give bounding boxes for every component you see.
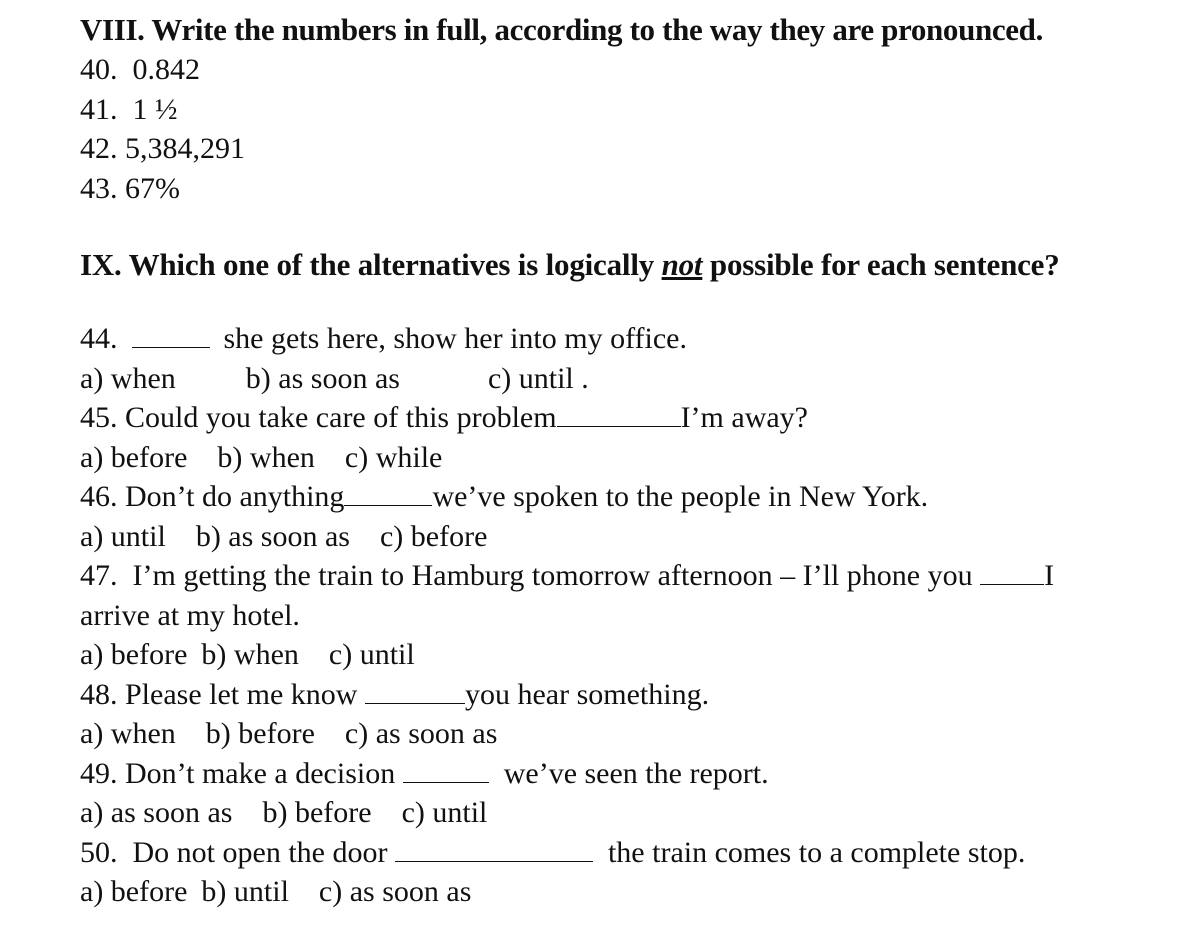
option-a: a) when: [80, 717, 176, 750]
option-c: c) as soon as: [344, 717, 498, 750]
section-viii-heading: VIII. Write the numbers in full, according to the way they are pronounced.: [80, 12, 1043, 47]
item-value: 5,384,291: [125, 132, 245, 165]
number-item-43: [80, 169, 1190, 209]
option-a: a) as soon as: [80, 796, 233, 829]
option-b: b) as soon as: [245, 361, 400, 395]
answer-blank: [344, 481, 432, 506]
option-a: a) before: [80, 875, 188, 908]
item-number: 42.: [80, 132, 118, 165]
question-text-before: Please let me know: [125, 677, 358, 711]
question-text-after: the train comes to a complete stop.: [607, 835, 1026, 869]
answer-blank: [132, 323, 210, 348]
question-50-options: [80, 872, 1190, 912]
option-b: b) before: [262, 796, 372, 829]
heading-text-after: possible for each sentence?: [702, 247, 1060, 282]
option-a: a) before: [80, 440, 188, 474]
option-a: a) before: [80, 638, 188, 671]
option-c: c) while: [344, 440, 443, 474]
item-number: 40.: [80, 53, 118, 86]
question-number: 47.: [80, 559, 118, 592]
heading-emphasis: not: [661, 247, 703, 282]
option-b: b) until: [201, 875, 289, 908]
section-ix-heading: [80, 245, 1190, 285]
question-47: [80, 556, 1190, 596]
heading-text-before: IX. Which one of the alternatives is logically: [80, 247, 662, 282]
question-46: [80, 477, 1190, 517]
question-44: [80, 319, 1190, 359]
question-number: 45.: [80, 401, 118, 434]
option-c: c) until: [401, 796, 488, 829]
answer-blank: [395, 837, 593, 862]
option-b: b) when: [217, 440, 315, 474]
question-number: 46.: [80, 480, 118, 513]
question-text-before: Don’t do anything: [125, 480, 345, 513]
item-number: 41.: [80, 92, 118, 126]
question-text-after: I: [1044, 559, 1055, 592]
question-47-continuation: arrive at my hotel.: [80, 598, 300, 632]
number-item-40: [80, 50, 1190, 90]
item-number: 43.: [80, 171, 118, 205]
option-a: a) when: [80, 361, 176, 395]
question-number: 50.: [80, 835, 118, 869]
question-text-after: she gets here, show her into my office.: [223, 322, 687, 355]
question-number: 44.: [80, 322, 118, 355]
number-item-42: [80, 129, 1190, 169]
option-a: a) until: [80, 519, 166, 553]
question-text-before: Do not open the door: [125, 835, 388, 869]
question-50: [80, 833, 1190, 873]
question-48: [80, 675, 1190, 715]
option-c: c) as soon as: [318, 875, 472, 908]
answer-blank: [980, 560, 1044, 585]
question-49: [80, 754, 1190, 794]
question-text-before: Don’t make a decision: [125, 756, 396, 790]
option-b: b) as soon as: [195, 519, 350, 553]
option-b: b) before: [205, 717, 315, 750]
question-48-options: [80, 714, 1190, 754]
question-text-after: you hear something.: [464, 677, 710, 711]
option-c: c) until .: [487, 361, 589, 395]
question-45: [80, 398, 1190, 438]
item-value: 67%: [125, 171, 180, 205]
question-number: 49.: [80, 756, 118, 790]
item-value: 1 ½: [132, 92, 178, 126]
question-44-options: [80, 359, 1190, 399]
answer-blank: [403, 758, 489, 783]
question-text-before: Could you take care of this problem: [125, 401, 557, 434]
question-49-options: [80, 793, 1190, 833]
question-text-before: I’m getting the train to Hamburg tomorrow afternoon – I’ll phone you: [125, 559, 973, 592]
item-value: 0.842: [132, 53, 200, 86]
question-46-options: [80, 517, 1190, 557]
option-b: b) when: [201, 638, 299, 671]
question-45-options: [80, 438, 1190, 478]
question-number: 48.: [80, 677, 118, 711]
answer-blank: [365, 679, 465, 704]
worksheet-page: [80, 10, 1190, 912]
answer-blank: [557, 402, 681, 427]
question-text-after: we’ve seen the report.: [503, 756, 769, 790]
question-text-after: we’ve spoken to the people in New York.: [432, 480, 929, 513]
number-item-41: [80, 90, 1190, 130]
question-47-options: [80, 635, 1190, 675]
option-c: c) before: [379, 519, 488, 553]
question-text-after: I’m away?: [680, 401, 808, 434]
option-c: c) until: [328, 638, 415, 671]
